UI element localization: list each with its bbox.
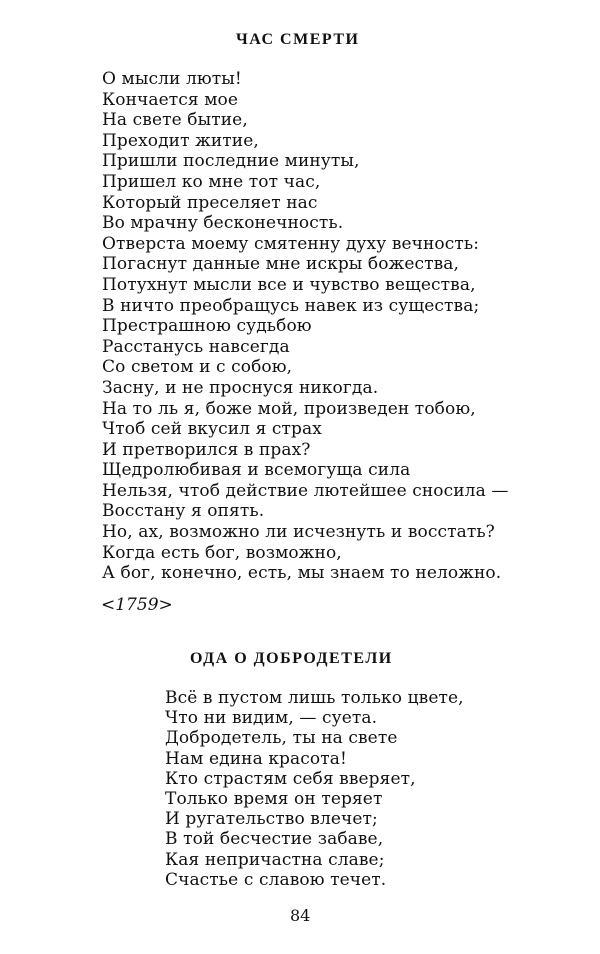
poem-line: И ругательство влечет;: [165, 809, 378, 830]
poem-line: В той бесчестие забаве,: [165, 829, 384, 850]
poem-line: Преходит житие,: [102, 130, 259, 151]
poem-line: Кая непричастна славе;: [165, 849, 385, 870]
poem-line: Погаснут данные мне искры божества,: [102, 254, 460, 275]
poem-2-text: [165, 688, 464, 890]
poem-line: Пришел ко мне тот час,: [102, 171, 321, 192]
poem-line: А бог, конечно, есть, мы знаем то неложно.: [102, 563, 502, 584]
poem-line: Отверста моему смятенну духу вечность:: [102, 233, 480, 254]
poem-line: Расстанусь навсегда: [102, 336, 290, 357]
poem-line: Но, ах, возможно ли исчезнуть и восстать?: [102, 522, 495, 543]
poem-line: Со светом и с собою,: [102, 357, 293, 378]
poem-line: В ничто преобращусь навек из существа;: [102, 295, 480, 316]
poem-line: Только время он теряет: [165, 788, 383, 809]
poem-line: Когда есть бог, возможно,: [102, 542, 342, 563]
poem-line: Нельзя, чтоб действие лютейшее сносила —: [102, 480, 509, 501]
poem-1-title: ЧАС СМЕРТИ: [236, 31, 360, 48]
poem-line: Восстану я опять.: [102, 501, 265, 522]
poem-line: О мысли люты!: [102, 69, 242, 89]
poem-line: Засну, и не проснуся никогда.: [102, 377, 379, 398]
poem-line: На то ль я, боже мой, произведен тобою,: [102, 398, 476, 419]
poem-1-date: <1759>: [101, 595, 173, 615]
poem-line: Чтоб сей вкусил я страх: [102, 419, 322, 440]
page-number: 84: [290, 906, 311, 925]
poem-line: Всё в пустом лишь только цвете,: [165, 688, 464, 708]
poem-line: Счастье с славою течет.: [165, 869, 387, 890]
poem-line: И претворился в прах?: [102, 439, 311, 460]
poem-line: Кто страстям себя вверяет,: [165, 768, 416, 789]
poem-line: Престрашною судьбою: [102, 316, 312, 337]
poem-2-title: ОДА О ДОБРОДЕТЕЛИ: [190, 650, 393, 667]
poem-line: Кончается мое: [102, 89, 239, 110]
poem-line: Нам едина красота!: [165, 748, 347, 769]
poem-line: Который преселяет нас: [102, 192, 318, 213]
poem-1-text: [102, 69, 508, 584]
poem-line: Что ни видим, — суета.: [165, 708, 378, 729]
poem-line: Во мрачну бесконечность.: [102, 213, 344, 234]
poem-line: Добродетель, ты на свете: [165, 728, 398, 749]
poem-line: Потухнут мысли все и чувство вещества,: [102, 274, 476, 295]
poem-line: На свете бытие,: [102, 110, 248, 131]
poem-line: Пришли последние минуты,: [102, 151, 360, 172]
poem-line: Щедролюбивая и всемогуща сила: [102, 460, 411, 481]
